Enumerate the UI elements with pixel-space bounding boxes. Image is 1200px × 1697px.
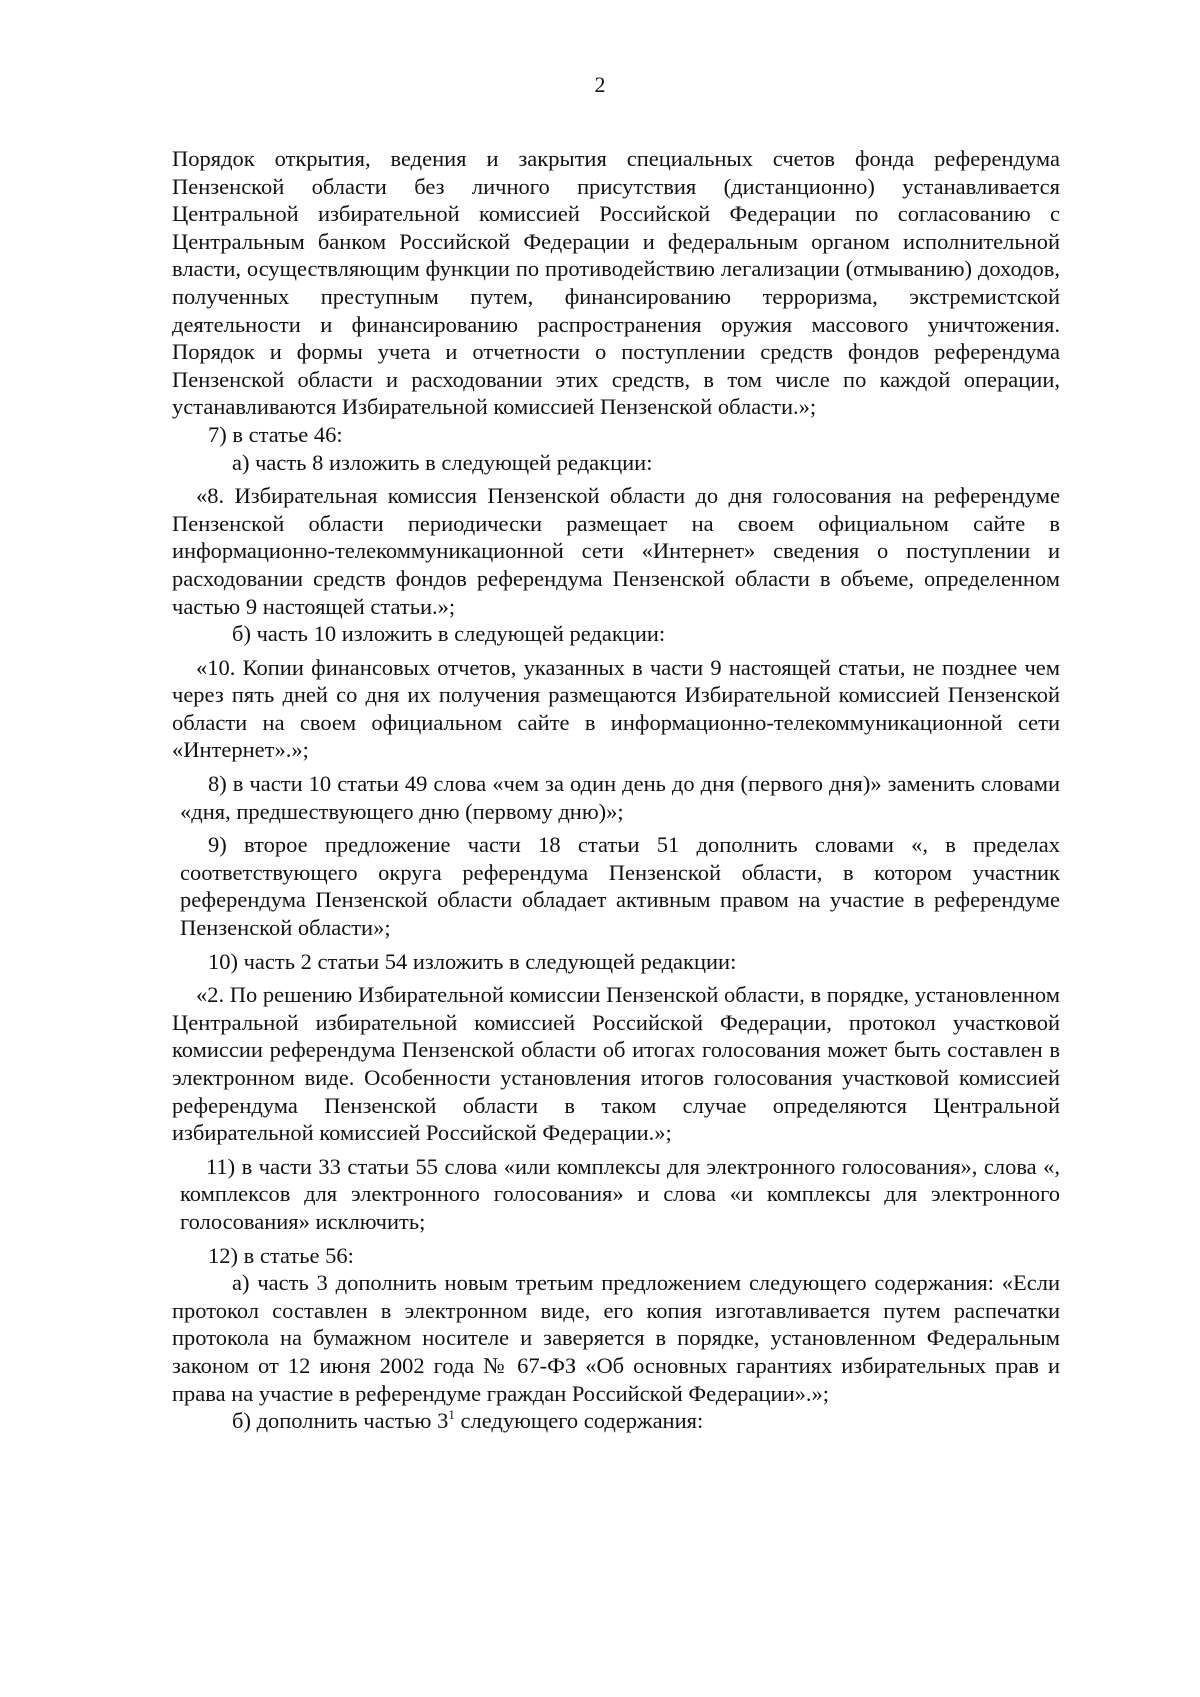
- paragraph-item-7: 7) в статье 46:: [208, 421, 343, 447]
- paragraph-quote-part-10: «10. Копии финансовых отчетов, указанных в части 9 настоящей статьи, не позднее чем через пять дней со дня их получения размещаются Избирательной комиссией Пензенской области на своем официальном сайте в информационно-телекоммуникационной сети «Интернет».»;: [172, 654, 1060, 763]
- paragraph-item-11: 11) в части 33 статьи 55 слова «или комплексы для электронного голосования», слова «, комплексов для электронного голосования» и слова «и комплексы для электронного голосования» исключить;: [180, 1153, 1060, 1234]
- paragraph-item-9: 9) второе предложение части 18 статьи 51 дополнить словами «, в пределах соответствующего округа референдума Пензенской области, в котором участник референдума Пензенской области обладает активным правом на участие в референдуме Пензенской области»;: [180, 832, 1060, 941]
- paragraph-item-10: 10) часть 2 статьи 54 изложить в следующей редакции:: [208, 948, 737, 974]
- paragraph-continuation: Порядок открытия, ведения и закрытия специальных счетов фонда референдума Пензенской области без личного присутствия (дистанционно) устанавливается Центральной избирательной комиссией Российской Федерации по согласованию с Центральным банком Российской Федерации и федеральным органом исполнительной власти, осуществляющим функции по противодействию легализации (отмыванию) доходов, полученных преступным путем, финансированию терроризма, экстремистской деятельности и финансированию распространения оружия массового уничтожения. Порядок и формы учета и отчетности о поступлении средств фондов референдума Пензенской области и расходовании этих средств, в том числе по каждой операции, устанавливаются Избирательной комиссией Пензенской области.»;: [172, 146, 1060, 420]
- paragraph-item-12: 12) в статье 56:: [208, 1242, 354, 1268]
- paragraph-quote-part-2: «2. По решению Избирательной комиссии Пензенской области, в порядке, установленном Центральной избирательной комиссией Российской Федерации, протокол участковой комиссии референдума Пензенской области об итогах голосования может быть составлен в электронном виде. Особенности установления итогов голосования участковой комиссией референдума Пензенской области в таком случае определяются Центральной избирательной комиссией Российской Федерации.»;: [172, 982, 1060, 1146]
- paragraph-quote-part-8: «8. Избирательная комиссия Пензенской области до дня голосования на референдуме Пензенской области периодически размещает на своем официальном сайте в информационно-телекоммуникационной сети «Интернет» сведения о поступлении и расходовании средств фондов референдума Пензенской области в объеме, определенном частью 9 настоящей статьи.»;: [172, 483, 1060, 619]
- item-12b-text-end: следующего содержания:: [454, 1408, 704, 1434]
- paragraph-item-7a: а) часть 8 изложить в следующей редакции:: [232, 449, 653, 475]
- page-number: 2: [594, 72, 606, 97]
- paragraph-item-8: 8) в части 10 статьи 49 слова «чем за один день до дня (первого дня)» заменить словами «дня, предшествующего дню (первому дню)»;: [180, 771, 1060, 824]
- superscript-index: 1: [448, 1406, 455, 1422]
- paragraph-item-12b: [172, 1407, 1060, 1435]
- paragraph-item-12a: а) часть 3 дополнить новым третьим предложением следующего содержания: «Если протокол составлен в электронном виде, его копия изготавливается путем распечатки протокола на бумажном носителе и заверяется в порядке, установленном Федеральным законом от 12 июня 2002 года № 67-ФЗ «Об основных гарантиях избирательных прав и права на участие в референдуме граждан Российской Федерации».»;: [172, 1270, 1060, 1406]
- paragraph-item-7b: б) часть 10 изложить в следующей редакции:: [232, 621, 666, 647]
- document-body: [172, 145, 1060, 1435]
- item-12b-text: б) дополнить частью 3: [232, 1408, 449, 1434]
